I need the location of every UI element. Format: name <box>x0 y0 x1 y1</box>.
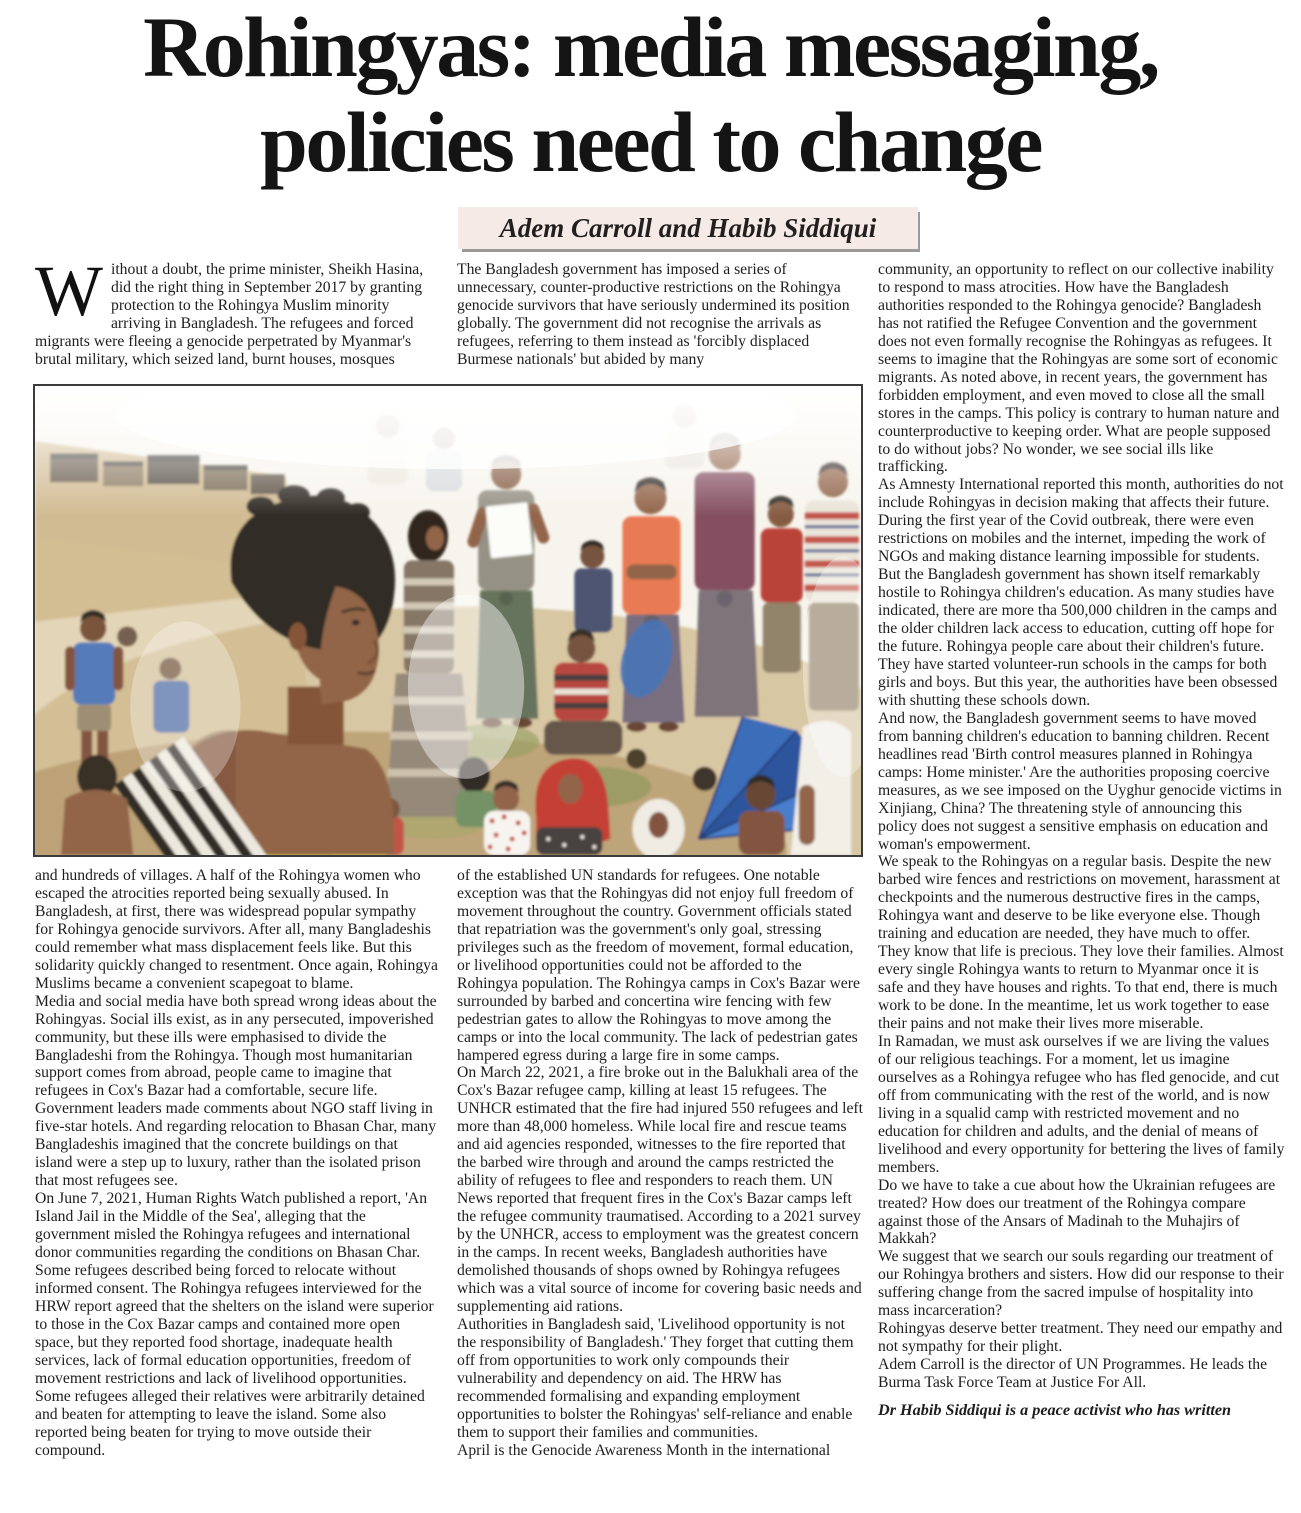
byline <box>458 207 918 249</box>
paragraph: Media and social media have both spread wrong ideas about the Rohingyas. Social ills exist, as in any persecuted, impoverished community, but these ills were emphasised to divide the Bangladeshi from the Rohingya. Though most humanitarian support comes from abroad, people came to imagine that refugees in Cox's Bazar had a comfortable, secure life. Government leaders made comments about NGO staff living in five-star hotels. And regarding relocation to Bhasan Char, many Bangladeshis imagined that the concrete buildings on that island were a step up to luxury, rather than the isolated prison that most refugees see. <box>35 992 437 1190</box>
headline-line-1: Rohingyas: media messaging, <box>143 0 1158 95</box>
paragraph: We suggest that we search our souls regarding our treatment of our Rohingya brothers and sisters. How did our response to their suffering change from the sacred impulse of hospitality into mass incarceration? <box>878 1248 1284 1320</box>
headline-line-2: policies need to change <box>260 94 1041 190</box>
paragraph: On June 7, 2021, Human Rights Watch published a report, 'An Island Jail in the Middle of the Sea', alleging that the government misled the Rohingya refugees and international donor communities regarding the conditions on Bhasan Char. Some refugees described being forced to relocate without informed consent. The Rohingya refugees interviewed for the HRW report agreed that the shelters on the island were superior to those in the Cox Bazar camps and contained more open space, but they reported food shortage, inadequate health services, lack of formal education opportunities, freedom of movement restrictions and lack of livelihood opportunities. Some refugees alleged their relatives were arbitrarily detained and beaten for attempting to leave the island. Some also reported being beaten for trying to move outside their compound. <box>35 1190 434 1459</box>
closing-author-note: Dr Habib Siddiqui is a peace activist who has written <box>878 1401 1232 1420</box>
paragraph: We speak to the Rohingyas on a regular basis. Despite the new barbed wire fences and restrictions on movement, harassment at checkpoints and the numerous destructive fires in the camps, Rohingya want and deserve to be like everyone else. Though training and education are needed, they have much to offer. They know that life is precious. They love their families. Almost every single Rohingya wants to return to Myanmar once it is safe and they have houses and rights. To that end, there is much work to be done. In the meantime, let us work together to ease their pains and not make their lives more miserable. <box>878 853 1284 1033</box>
paragraph: Adem Carroll is the director of UN Programmes. He leads the Burma Task Force Team at Justice For All. <box>878 1356 1268 1392</box>
paragraph: And now, the Bangladesh government seems to have moved from banning children's education to banning children. Recent headlines read 'Birth control measures planned in Rohingya camps: Home minister.' Are the authorities proposing coercive measures, as we see imposed on the Uyghur genocide victims in Xinjiang, China? The threatening style of announcing this policy does not suggest a sensitive emphasis on education and woman's empowerment. <box>878 709 1282 853</box>
article-photo <box>33 384 863 857</box>
column-1-bottom <box>35 867 438 1459</box>
paragraph: Rohingyas deserve better treatment. They need our empathy and not sympathy for their plight. <box>878 1320 1283 1356</box>
column-1-top <box>35 251 438 369</box>
paragraph: Do we have to take a cue about how the Ukrainian refugees are treated? How does our treatment of the Rohingya compare against those of the Ansars of Madinah to the Muhajirs of Makkah? <box>878 1176 1276 1248</box>
column-1-top-text: ithout a doubt, the prime minister, Sheikh Hasina, did the right thing in September 2017 by granting protection to the Rohingya Muslim minority arriving in Bangladesh. The refugees and forced migrants were fleeing a genocide perpetrated by Myanmar's brutal military, which seized land, burnt houses, mosques <box>35 261 424 368</box>
paragraph: As Amnesty International reported this month, authorities do not include Rohingyas in decision making that affects their future. During the first year of the Covid outbreak, there were even restrictions on mobiles and the internet, impeding the work of NGOs and making distance learning impossible for students. But the Bangladesh government has shown itself remarkably hostile to Rohingya children's education. As many studies have indicated, there are more tha 500,000 children in the camps and the older children lack access to education, cutting off hope for the future. Rohingya people care about their children's future. They have started volunteer-run schools in the camps for both girls and boys. But this year, the authorities have been obsessed with shutting these schools down. <box>878 476 1284 709</box>
column-3 <box>878 261 1285 1420</box>
column-2-top <box>457 261 863 369</box>
paragraph: April is the Genocide Awareness Month in the international <box>457 1441 831 1459</box>
paragraph: and hundreds of villages. A half of the Rohingya women who escaped the atrocities reported being sexually abused. In Bangladesh, at first, there was widespread popular sympathy for Rohingya genocide survivors. After all, many Bangladeshis could remember what mass displacement feels like. But this solidarity quickly changed to resentment. Once again, Rohingya Muslims became a convenient scapegoat to blame. <box>35 867 438 992</box>
column-2-bottom <box>457 867 863 1459</box>
byline-authors: Adem Carroll and Habib Siddiqui <box>499 212 877 243</box>
column-3-paragraphs <box>878 261 1285 1392</box>
paragraph: community, an opportunity to reflect on our collective inability to respond to mass atrocities. How have the Bangladesh authorities responded to the Rohingya genocide? Bangladesh has not ratified the Refugee Convention and the government does not even formally recognise the Rohingyas as refugees. It seems to imagine that the Rohingyas are some sort of economic migrants. As noted above, in recent years, the government has forbidden employment, and even moved to close all the small stores in the camps. This policy is contrary to human nature and counterproductive to keeping order. What are people supposed to do without jobs? No wonder, we see social ills like trafficking. <box>878 261 1280 476</box>
paragraph: In Ramadan, we must ask ourselves if we are living the values of our religious teachings. For a moment, let us imagine ourselves as a Rohingya refugee who has fled genocide, and cut off from communicating with the rest of the world, and is now living in a squalid camp with restricted movement and no education for children and adults, and the denial of means of livelihood and every opportunity for bettering the lives of family members. <box>878 1032 1285 1176</box>
paragraph: On March 22, 2021, a fire broke out in the Balukhali area of the Cox's Bazar refugee camp, killing at least 15 refugees. The UNHCR estimated that the fire had injured 550 refugees and left more than 48,000 homeless. While local fire and rescue teams and aid agencies responded, witnesses to the fire reported that the barbed wire through and around the camps restricted the ability of refugees to flee and responders to reach them. UN News reported that frequent fires in the Cox's Bazar camps left the refugee community traumatised. According to a 2021 survey by the UNHCR, access to employment was the greatest concern in the camps. In recent weeks, Bangladesh authorities have demolished thousands of shops owned by Rohingya refugees which was a vital source of income for covering basic needs and supplementing aid rations. <box>457 1064 864 1315</box>
refugee-crowd-illustration <box>35 386 861 855</box>
paragraph: The Bangladesh government has imposed a series of unnecessary, counter-productive restrictions on the Rohingya genocide survivors that have seriously undermined its position globally. The government did not recognise the arrivals as refugees, referring to them instead as 'forcibly displaced Burmese nationals' but abided by many <box>457 261 850 368</box>
drop-cap: W <box>35 251 103 331</box>
paragraph: of the established UN standards for refugees. One notable exception was that the Rohingyas did not enjoy full freedom of movement throughout the country. Government officials stated that repatriation was the government's only goal, stressing privileges such as the freedom of movement, formal education, or livelihood opportunities could not be afforded to the Rohingya population. The Rohingya camps in Cox's Bazar were surrounded by barbed and concertina wire fencing with few pedestrian gates to allow the Rohingyas to move among the camps or into the local community. The lack of pedestrian gates hampered egress during a large fire in some camps. <box>457 867 860 1064</box>
paragraph: Authorities in Bangladesh said, 'Livelihood opportunity is not the responsibility of Bangladesh.' They forget that cutting them off from opportunities to work only compounds their vulnerability and dependency on aid. The HRW has recommended formalising and expanding employment opportunities to bolster the Rohingyas' self-reliance and enable them to support their families and communities. <box>457 1315 854 1441</box>
headline <box>0 0 1301 190</box>
